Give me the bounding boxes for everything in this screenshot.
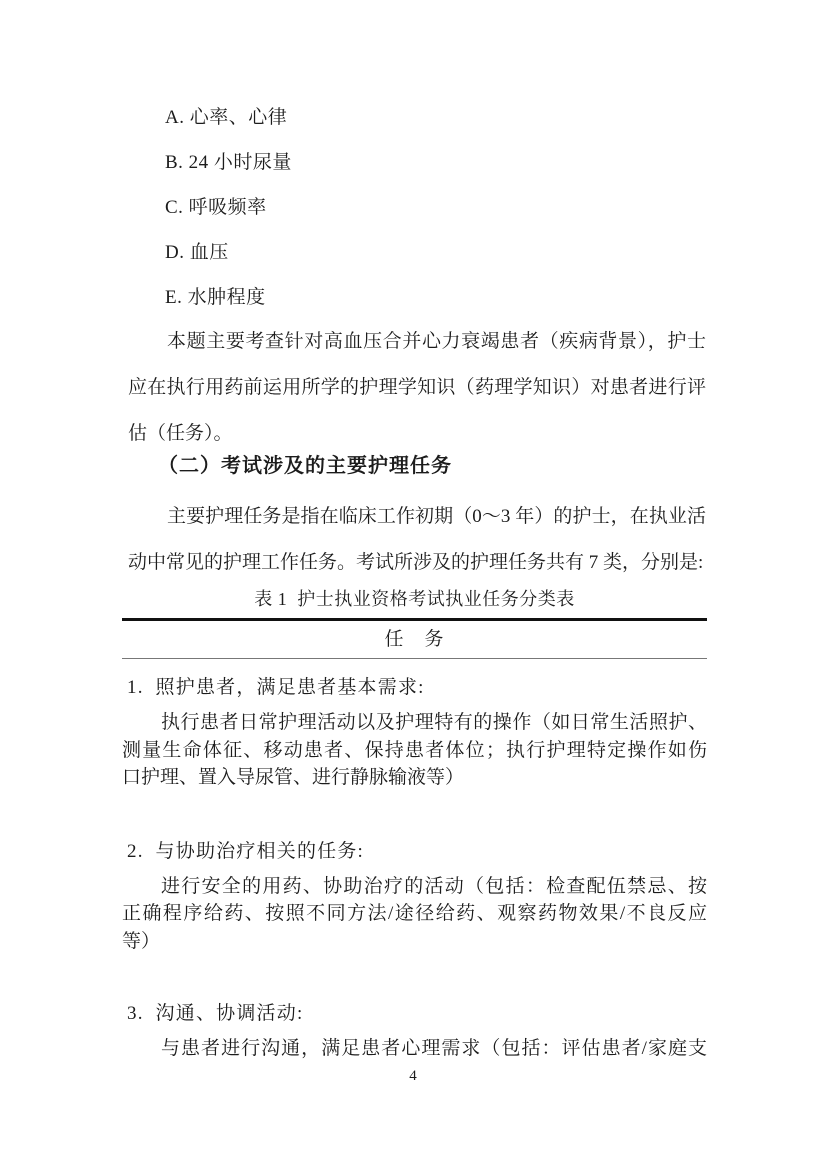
paragraph-line: 执行患者日常护理活动以及护理特有的操作（如日常生活照护、 xyxy=(161,712,707,733)
paragraph-line: 应在执行用药前运用所学的护理学知识（药理学知识）对患者进行评 xyxy=(128,377,706,398)
table-row xyxy=(122,673,707,792)
table-caption: 表 1 护士执业资格考试执业任务分类表 xyxy=(254,589,575,609)
task-row-title: 3. 沟通、协调活动: xyxy=(127,1003,304,1024)
paragraph-line: 等） xyxy=(122,930,161,952)
paragraph-line: 主要护理任务是指在临床工作初期（0～3 年）的护士，在执业活 xyxy=(167,506,706,527)
task-row-paragraph xyxy=(122,1035,707,1063)
tasks-intro-paragraph xyxy=(128,494,706,586)
task-row-title: 2. 与协助治疗相关的任务: xyxy=(127,840,365,862)
explanation-paragraph xyxy=(128,319,706,457)
page-number: 4 xyxy=(409,1068,417,1084)
paragraph-line: 测量生命体征、移动患者、保持患者体位；执行护理特定操作如伤 xyxy=(122,739,707,761)
task-row-title: 1. 照护患者，满足患者基本需求: xyxy=(127,677,425,698)
paragraph-line: 进行安全的用药、协助治疗的活动（包括：检查配伍禁忌、按 xyxy=(161,875,707,897)
answer-options-list xyxy=(165,95,726,320)
section-heading: （二）考试涉及的主要护理任务 xyxy=(158,455,452,477)
answer-option-e: E. 水肿程度 xyxy=(165,287,266,308)
table-header-cell: 任 务 xyxy=(122,621,707,659)
paragraph-line: 动中常见的护理工作任务。考试所涉及的护理任务共有 7 类，分别是: xyxy=(128,552,704,573)
paragraph-line: 口护理、置入导尿管、进行静脉输液等） xyxy=(122,767,465,788)
task-row-paragraph xyxy=(122,873,707,956)
paragraph-line: 本题主要考查针对高血压合并心力衰竭患者（疾病背景），护士 xyxy=(167,331,706,352)
task-classification-table xyxy=(122,618,707,1063)
paragraph-line: 与患者进行沟通，满足患者心理需求（包括：评估患者/家庭支 xyxy=(161,1038,707,1059)
task-row-paragraph xyxy=(122,709,707,792)
answer-option-c: C. 呼吸频率 xyxy=(165,197,267,218)
answer-option-b: B. 24 小时尿量 xyxy=(165,152,292,173)
paragraph-line: 正确程序给药、按照不同方法/途径给药、观察药物效果/不良反应 xyxy=(122,903,707,924)
paragraph-line: 估（任务）。 xyxy=(128,423,233,444)
answer-option-a: A. 心率、心律 xyxy=(165,107,288,128)
answer-option-d: D. 血压 xyxy=(165,242,229,263)
table-row xyxy=(122,999,707,1063)
table-row xyxy=(122,837,707,956)
